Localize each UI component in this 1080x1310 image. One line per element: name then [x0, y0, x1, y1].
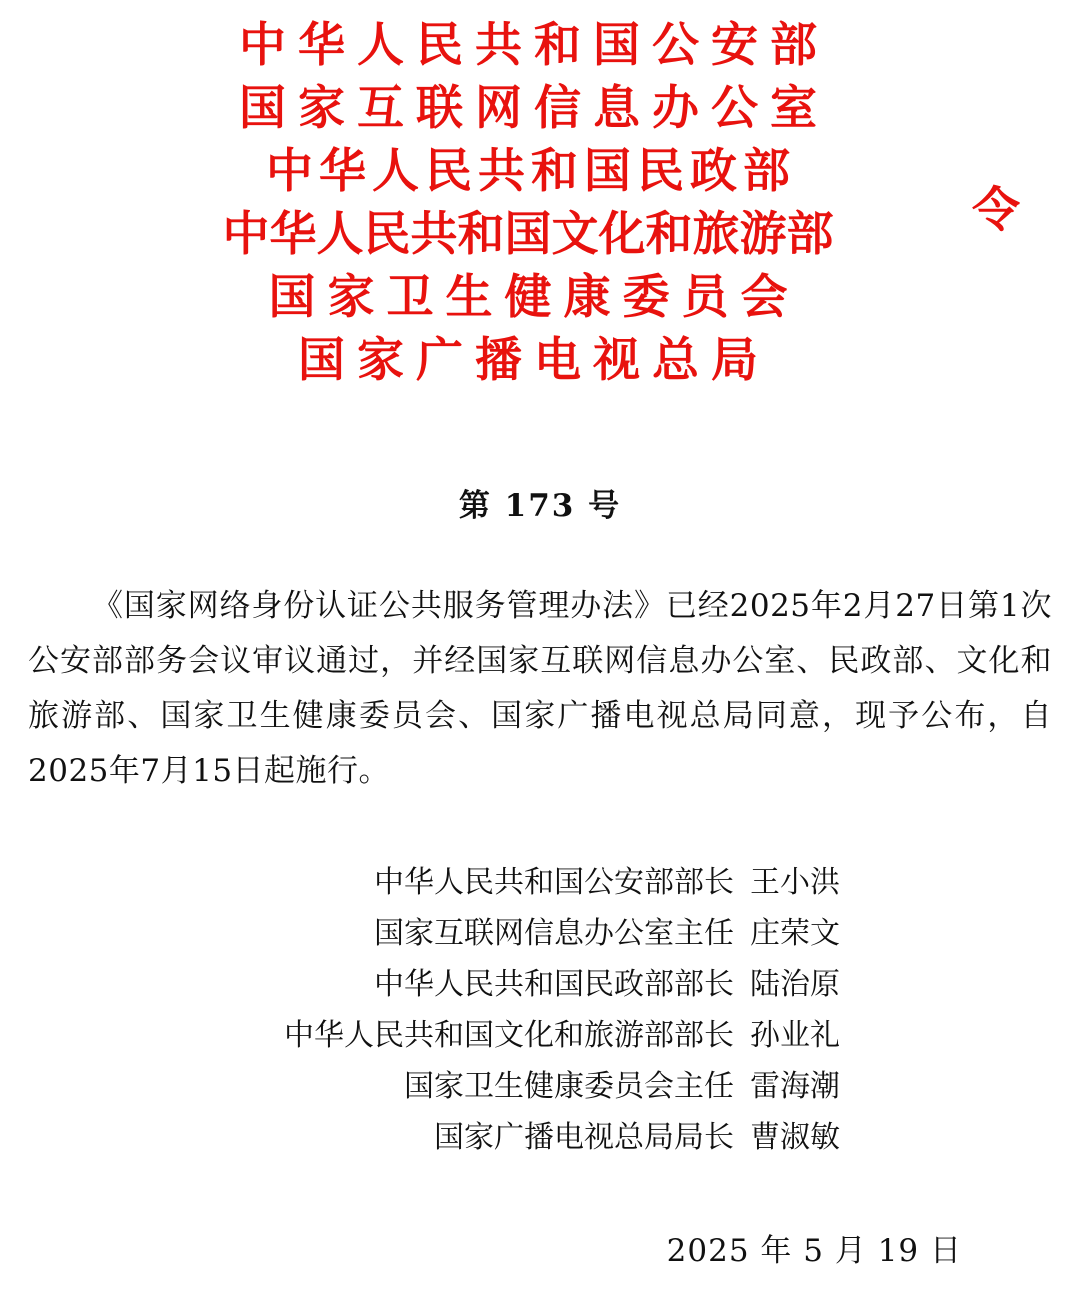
signatory-name: 陆治原 — [750, 967, 840, 1002]
signature-block — [0, 857, 1080, 1163]
signatory-title: 国家互联网信息办公室主任 — [374, 916, 734, 951]
decree-number: 第 173 号 — [458, 488, 622, 524]
signature-row — [0, 1010, 840, 1061]
signatory-name: 王小洪 — [750, 865, 840, 900]
issuing-organization-6: 国家广播电视总局 — [298, 333, 770, 388]
signatory-title: 中华人民共和国文化和旅游部部长 — [284, 1018, 734, 1053]
order-character: 令 — [971, 182, 1020, 238]
issuing-organizations — [0, 14, 1080, 392]
issuing-organization-4: 中华人民共和国文化和旅游部 — [222, 207, 834, 262]
issuing-organization-2: 国家互联网信息办公室 — [239, 81, 829, 136]
signature-row — [0, 857, 840, 908]
issuing-organization-5: 国家卫生健康委员会 — [268, 270, 800, 325]
signatory-name: 雷海潮 — [750, 1069, 840, 1104]
signature-row — [0, 959, 840, 1010]
masthead — [0, 0, 1080, 392]
signatory-title: 国家卫生健康委员会主任 — [404, 1069, 734, 1104]
signature-row — [0, 1061, 840, 1112]
signatory-name: 孙业礼 — [750, 1018, 840, 1053]
signatory-name: 曹淑敏 — [750, 1120, 840, 1155]
decree-body-text: 《国家网络身份认证公共服务管理办法》已经2025年2月27日第1次公安部部务会议审议通过，并经国家互联网信息办公室、民政部、文化和旅游部、国家卫生健康委员会、国家广播电视总局同意，现予公布，自2025年7月15日起施行。 — [28, 588, 1052, 789]
signature-row — [0, 908, 840, 959]
issuing-organization-3: 中华人民共和国民政部 — [266, 144, 796, 199]
signatory-title: 中华人民共和国公安部部长 — [374, 865, 734, 900]
document-date: 2025 年 5 月 19 日 — [666, 1233, 962, 1269]
signature-row — [0, 1112, 840, 1163]
signatory-title: 国家广播电视总局局长 — [434, 1120, 734, 1155]
issuing-organization-1: 中华人民共和国公安部 — [239, 18, 829, 73]
signatory-title: 中华人民共和国民政部部长 — [374, 967, 734, 1002]
signatory-name: 庄荣文 — [750, 916, 840, 951]
